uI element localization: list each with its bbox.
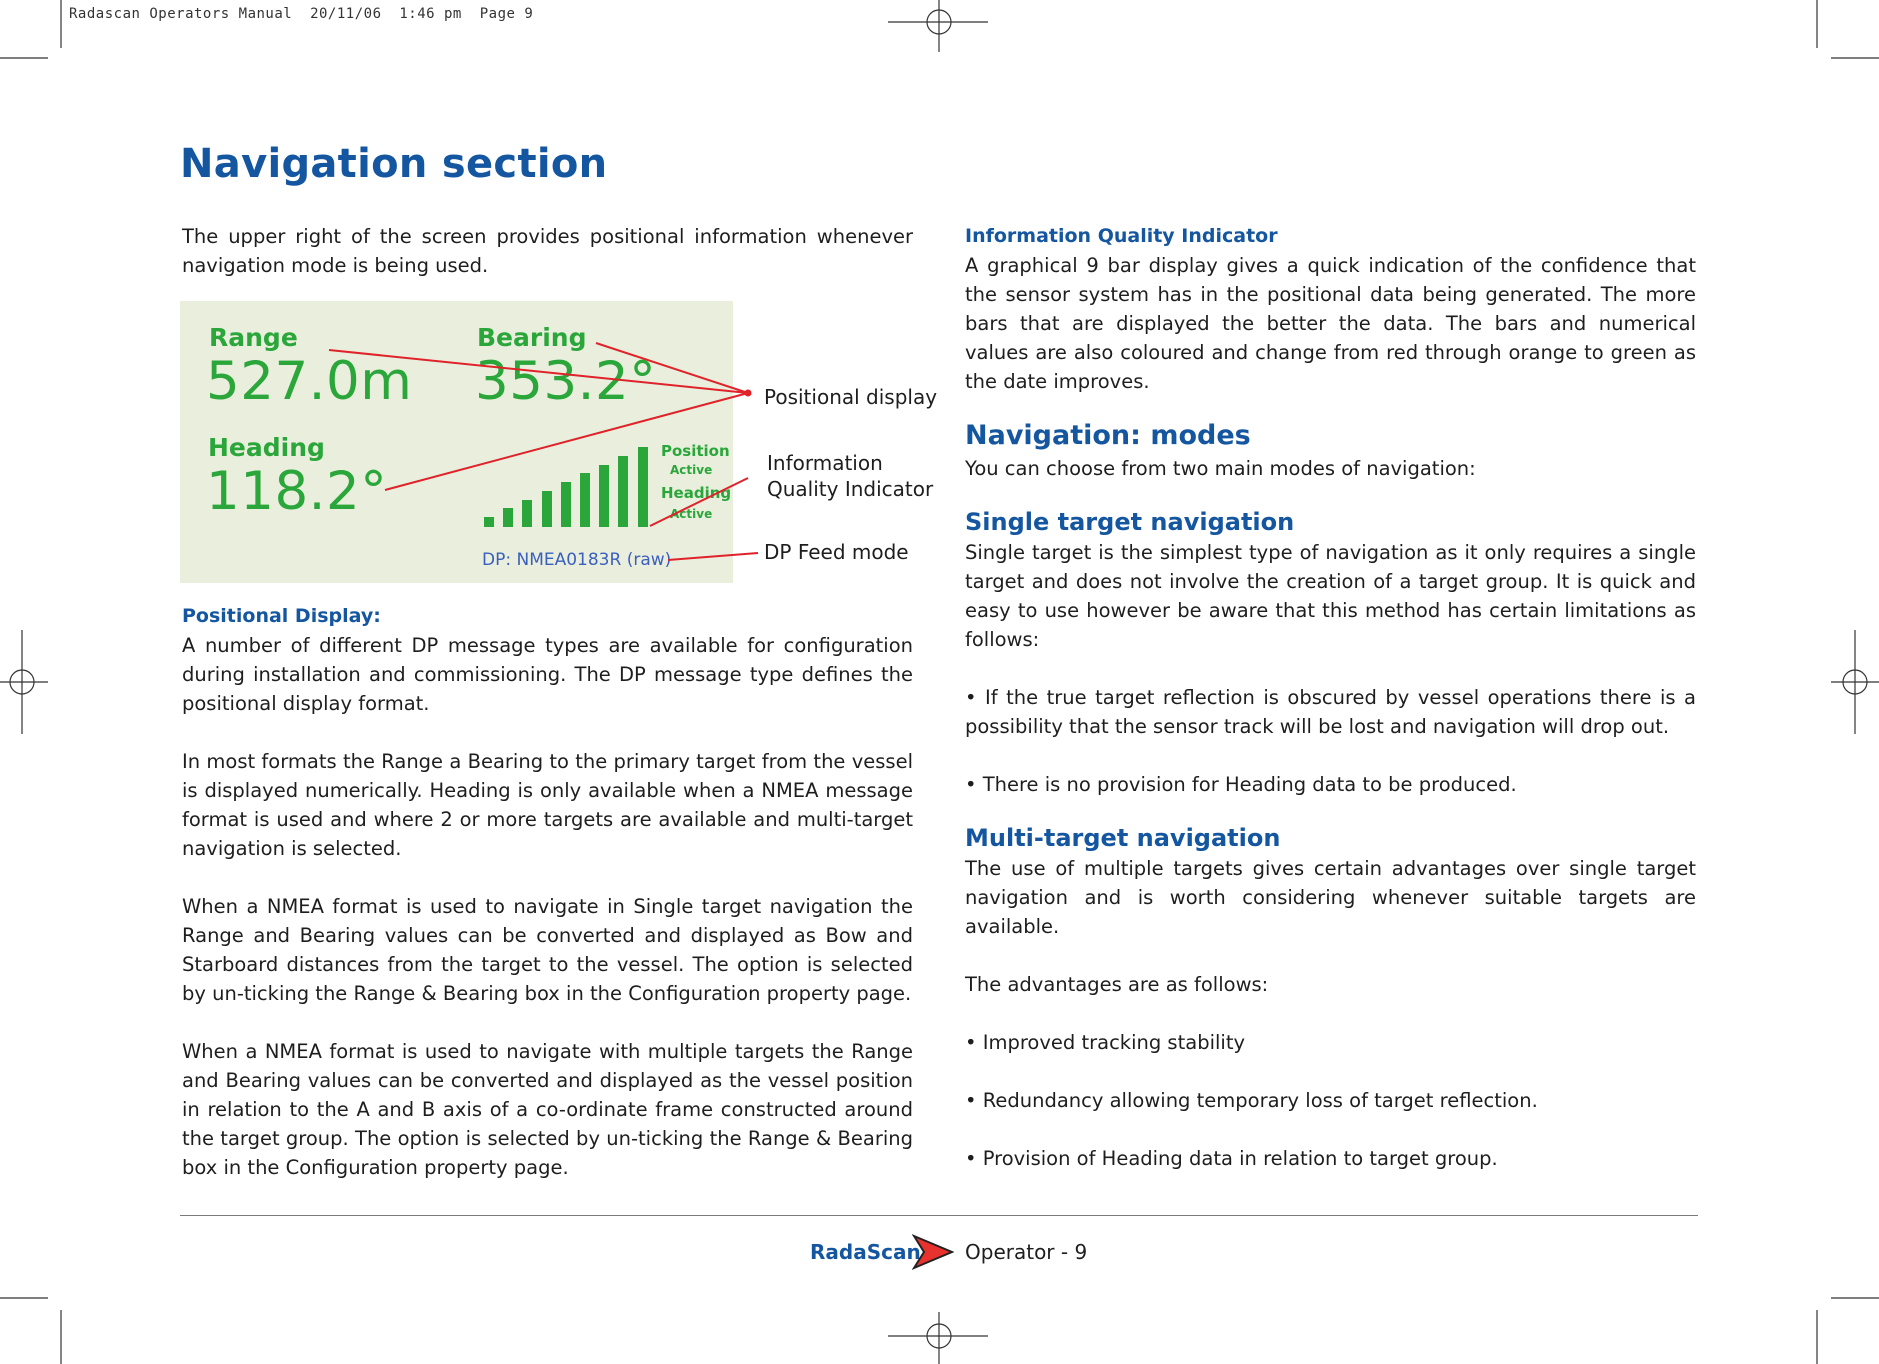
positional-paragraph-1: A number of different DP message types are available for configuration during installation and commissioning. The DP message type defines the positional display format. [182,634,913,715]
heading-label: Heading [208,433,325,462]
print-slug: Radascan Operators Manual 20/11/06 1:46 pm Page 9 [69,6,534,22]
positional-display-section [182,602,913,1182]
heading-status-label: Heading [661,484,732,502]
range-value: 527.0m [206,351,413,412]
positional-display-heading: Positional Display: [182,605,381,627]
positional-paragraph-2: In most formats the Range a Bearing to the primary target from the vessel is displayed numerically. Heading is only available when a NMEA message format is used and where 2 or more targets are available and multi-target navigation is selected. [182,750,913,860]
advantage-2: • Redundancy allowing temporary loss of target reflection. [965,1089,1538,1112]
navigation-modes-text: You can choose from two main modes of navigation: [965,457,1476,480]
single-target-text: Single target is the simplest type of navigation as it only requires a single target and does not involve the creation of a target group. It is quick and easy to use however be aware that this method has certain limitations as follows: [965,541,1696,651]
range-label: Range [209,323,298,352]
callout-iqi-line2: Quality Indicator [767,477,934,501]
advantage-3: • Provision of Heading data in relation to target group. [965,1147,1498,1170]
footer-brand: RadaScan [810,1240,921,1264]
multi-target-heading: Multi-target navigation [965,824,1281,852]
footer-rule [180,1215,1698,1216]
callout-information-quality [767,450,933,502]
callout-positional-display: Positional display [764,385,938,409]
position-status-value: Active [670,463,713,477]
bearing-label: Bearing [477,323,587,352]
right-column [965,222,1696,1173]
heading-status-value: Active [670,507,713,521]
single-target-bullet-2: • There is no provision for Heading data to be produced. [965,773,1517,796]
page-title: Navigation section [180,141,608,187]
single-target-bullet-1: • If the true target reflection is obscured by vessel operations there is a possibility that the sensor track will be lost and navigation will drop out. [965,686,1696,738]
callout-iqi-line1: Information [767,451,883,475]
bearing-value: 353.2° [475,351,657,412]
footer-page-number: Operator - 9 [965,1240,1088,1264]
dp-feed-mode-text: DP: NMEA0183R (raw) [482,550,672,570]
navigation-modes-heading: Navigation: modes [965,420,1251,451]
radascan-arrow-logo-icon [912,1234,954,1270]
callout-dp-feed-mode: DP Feed mode [764,540,909,564]
position-status-label: Position [661,442,730,460]
heading-value: 118.2° [206,461,388,522]
iqi-heading: Information Quality Indicator [965,225,1278,247]
iqi-text: A graphical 9 bar display gives a quick indication of the confidence that the sensor system has in the positional data being generated. The more bars that are displayed the better the data. The bars and numerical values are also coloured and change from red through orange to green as the date improves. [965,254,1696,393]
positional-paragraph-4: When a NMEA format is used to navigate with multiple targets the Range and Bearing values can be converted and displayed as the vessel position in relation to the A and B axis of a co-ordinate frame constructed around the target group. The option is selected by un-ticking the Range & Bearing box in the Configuration property page. [182,1040,913,1179]
multi-target-text: The use of multiple targets gives certain advantages over single target navigation and is worth considering whenever suitable targets are available. [965,857,1696,938]
advantages-intro: The advantages are as follows: [965,973,1269,996]
single-target-heading: Single target navigation [965,508,1295,536]
intro-text: The upper right of the screen provides positional information whenever navigation mode is being used. [182,225,913,277]
positional-paragraph-3: When a NMEA format is used to navigate in Single target navigation the Range and Bearing values can be converted and displayed as Bow and Starboard distances from the target to the vessel. The option is selected by un-ticking the Range & Bearing box in the Configuration property page. [182,895,913,1005]
advantage-1: • Improved tracking stability [965,1031,1246,1054]
